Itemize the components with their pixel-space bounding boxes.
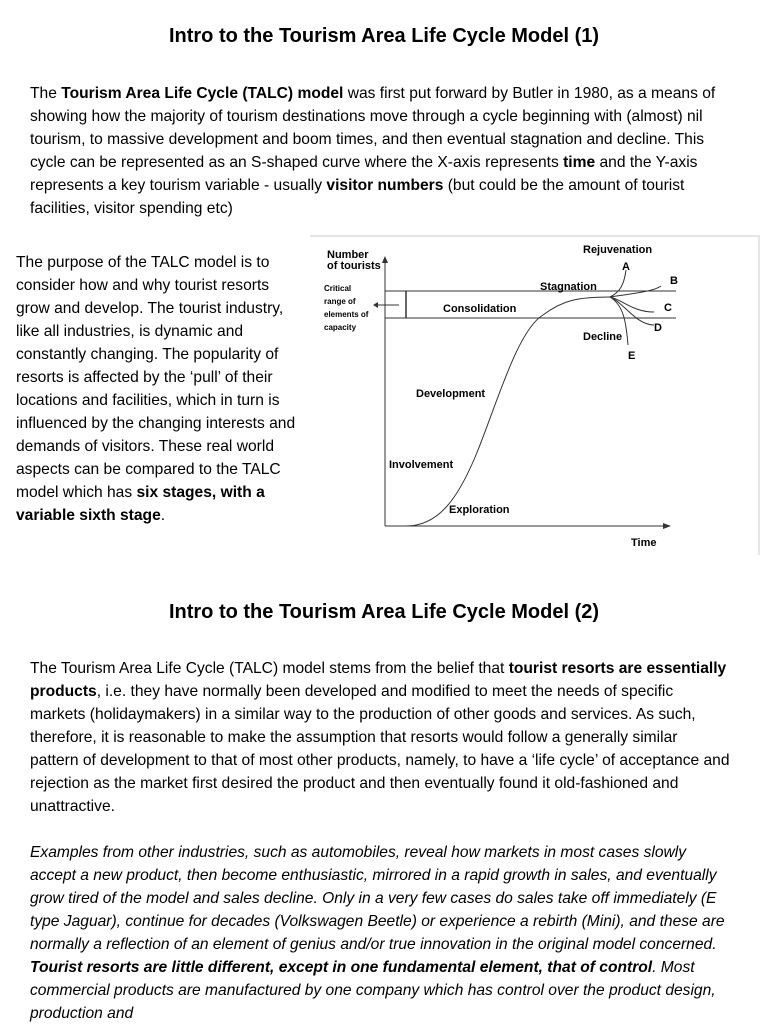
branch-a	[610, 270, 626, 297]
talc-diagram	[310, 235, 760, 555]
stage-label: Stagnation	[540, 281, 597, 293]
svg-text:elements of: elements of	[324, 310, 369, 319]
s-curve	[406, 297, 610, 526]
svg-text:range of: range of	[324, 297, 356, 306]
svg-text:capacity: capacity	[324, 323, 357, 332]
section-2-title: Intro to the Tourism Area Life Cycle Model (2)	[168, 601, 600, 623]
branch-d	[610, 297, 654, 325]
stage-label: Rejuvenation	[583, 244, 653, 256]
stage-label: Development	[416, 388, 486, 400]
branch-c	[610, 297, 654, 312]
branch-label: C	[664, 302, 672, 314]
y-axis-label: Number	[327, 249, 369, 261]
y-axis-label: of tourists	[327, 260, 381, 272]
svg-text:Critical: Critical	[324, 284, 352, 293]
section-2-paragraph-2: Examples from other industries, such as automobiles, reveal how markets in most cases slowly accept a new product, then become enthusiastic, mirrored in a rapid growth in sales, and eventually grow tired of the model and sales decline. Only in a very few cases do sales take off immediately (E type Jaguar), continue for decades (Volkswagen Beetle) or experience a rebirth (Mini), and these are normally a reflection of an element of genius and/or true innovation in the original model concerned. Tourist resorts are little different, except in one fundamental element, that of control. Most commercial products are manufactured by one company which has control over the product design, production and	[30, 844, 725, 1022]
section-2-paragraph-1: The Tourism Area Life Cycle (TALC) model stems from the belief that tourist resorts are essentially products, i.e. they have normally been developed and modified to meet the needs of specific markets (holidaymakers) in a similar way to the production of other goods and services. As such, therefore, it is reasonable to make the assumption that resorts would follow a generally similar pattern of development to that of most other products, namely, to have a ‘life cycle’ of acceptance and rejection as the market first desired the product and then eventually found it old-fashioned and unattractive.	[30, 660, 730, 815]
branch-label: B	[670, 275, 678, 287]
branch-label: E	[628, 350, 636, 362]
stage-label: Consolidation	[443, 303, 517, 315]
section-1-purpose-paragraph: The purpose of the TALC model is to consider how and why tourist resorts grow and develop. The tourist industry, like all industries, is dynamic and constantly changing. The popularity of resorts is affected by the ‘pull’ of their locations and facilities, which in turn is influenced by the changing interests and demands of visitors. These real world aspects can be compared to the TALC model which has six stages, with a variable sixth stage.	[16, 254, 296, 524]
stage-label: Involvement	[389, 459, 454, 471]
stage-label: Decline	[583, 331, 623, 343]
branch-label: D	[654, 322, 662, 334]
stage-label: Exploration	[449, 504, 510, 516]
section-1-title: Intro to the Tourism Area Life Cycle Model (1)	[168, 25, 600, 47]
section-1-intro-paragraph: The Tourism Area Life Cycle (TALC) model was first put forward by Butler in 1980, as a means of showing how the majority of tourism destinations move through a cycle beginning with (almost) nil tourism, to massive development and boom times, and then eventual stagnation and decline. This cycle can be represented as an S-shaped curve where the X-axis represents time and the Y-axis represents a key tourism variable - usually visitor numbers (but could be the amount of tourist facilities, visitor spending etc)	[30, 85, 716, 217]
branch-label: A	[622, 261, 630, 273]
x-axis-label: Time	[631, 537, 657, 549]
